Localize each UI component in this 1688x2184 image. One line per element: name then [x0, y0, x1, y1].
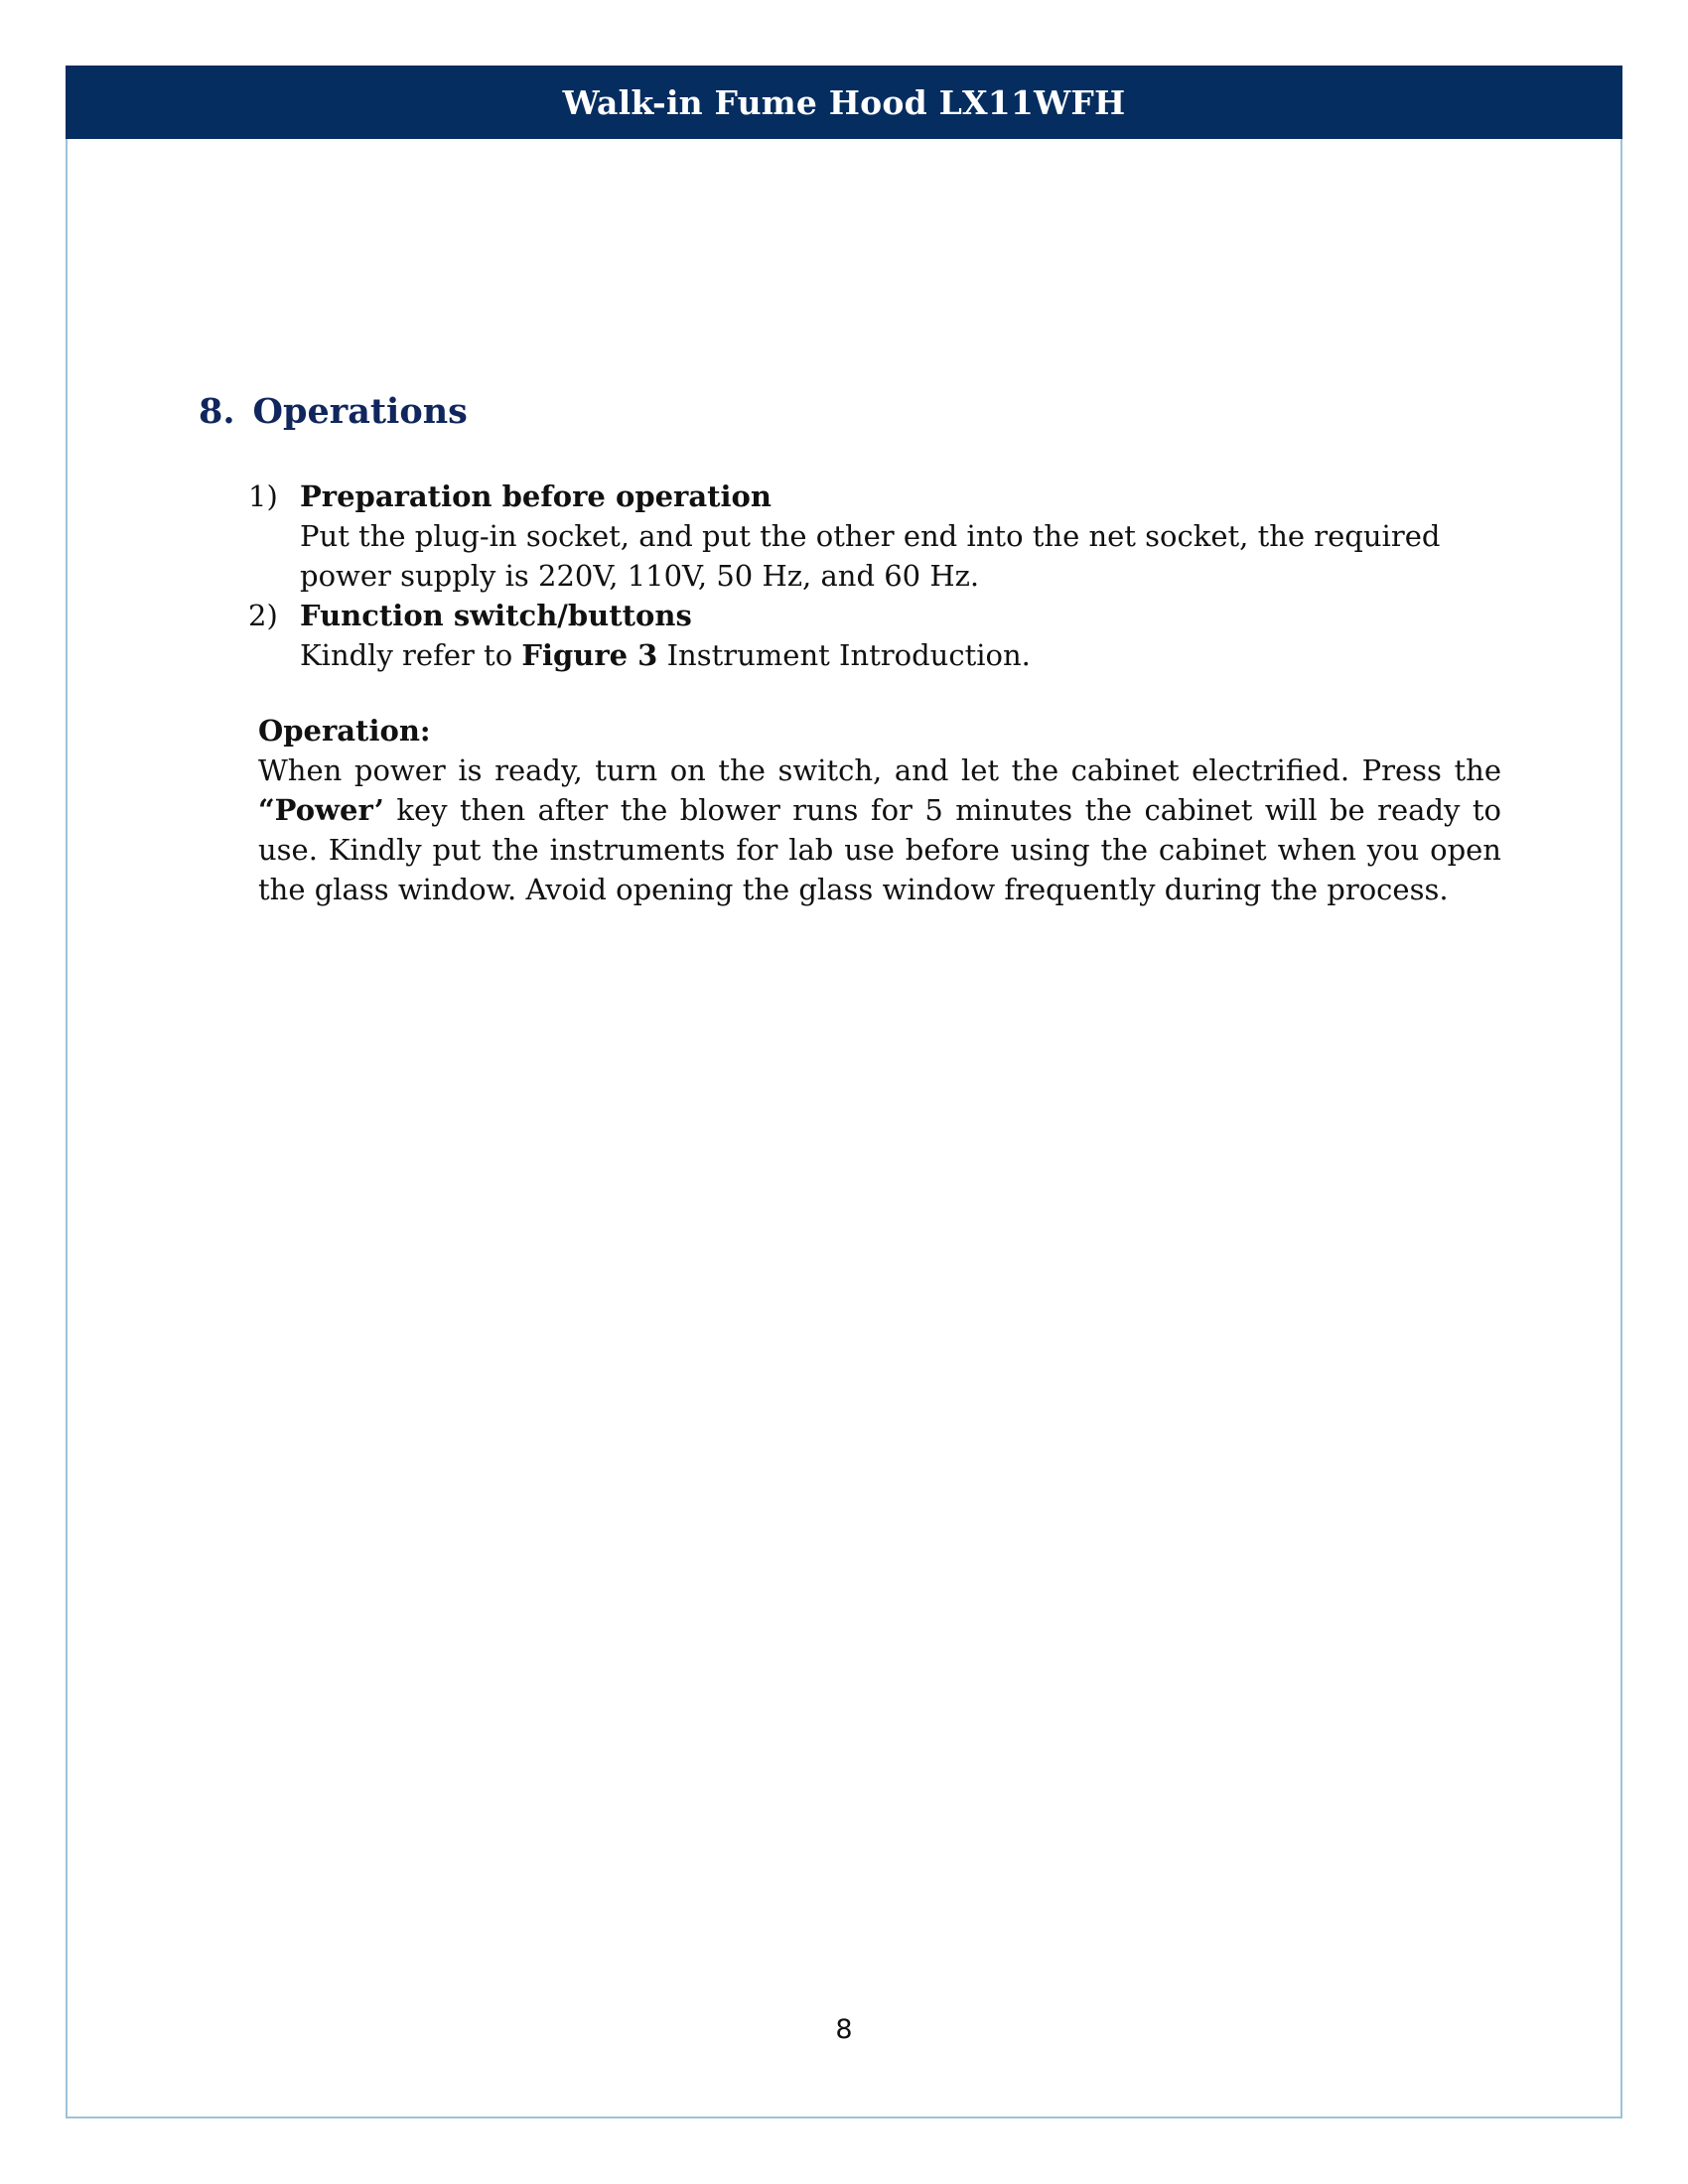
list-item-title: Preparation before operation: [300, 479, 772, 513]
list-item: [248, 596, 1509, 675]
list-item-number: 2): [248, 599, 278, 632]
body-text: Kindly refer to: [300, 638, 522, 672]
operations-list: [248, 477, 1509, 675]
list-item: [248, 477, 1509, 596]
list-item-content: [300, 477, 1509, 596]
document-title: Walk-in Fume Hood LX11WFH: [562, 82, 1126, 122]
list-item-number: 1): [248, 479, 278, 513]
list-item-title: Function switch/buttons: [300, 599, 692, 632]
operation-body: [258, 751, 1501, 909]
section-title: Operations: [252, 391, 468, 432]
body-text: When power is ready, turn on the switch, and let the cabinet electrified. Press the: [258, 753, 1501, 787]
section-number: 8.: [199, 391, 235, 432]
page-border: [66, 66, 1622, 2118]
body-text: key then after the blower runs for 5 minutes the cabinet will be ready to use. Kindly put the instruments for lab use before using the cabinet when you open the glass window. Avoid opening the glass window frequently during the process.: [258, 793, 1501, 906]
list-item-body: [300, 635, 1509, 675]
header-bar: [66, 66, 1622, 139]
list-item-body: Put the plug-in socket, and put the other end into the net socket, the required power supply is 220V, 110V, 50 Hz, and 60 Hz.: [300, 519, 1441, 593]
page-number: 8: [835, 2014, 853, 2045]
operation-title: Operation:: [258, 714, 431, 748]
figure-reference: Figure 3: [521, 638, 658, 672]
power-key-label: “Power’: [258, 793, 384, 827]
list-item-content: [300, 596, 1509, 675]
operation-block: [258, 711, 1501, 909]
body-text: Instrument Introduction.: [657, 638, 1031, 672]
section-heading: [199, 391, 468, 432]
